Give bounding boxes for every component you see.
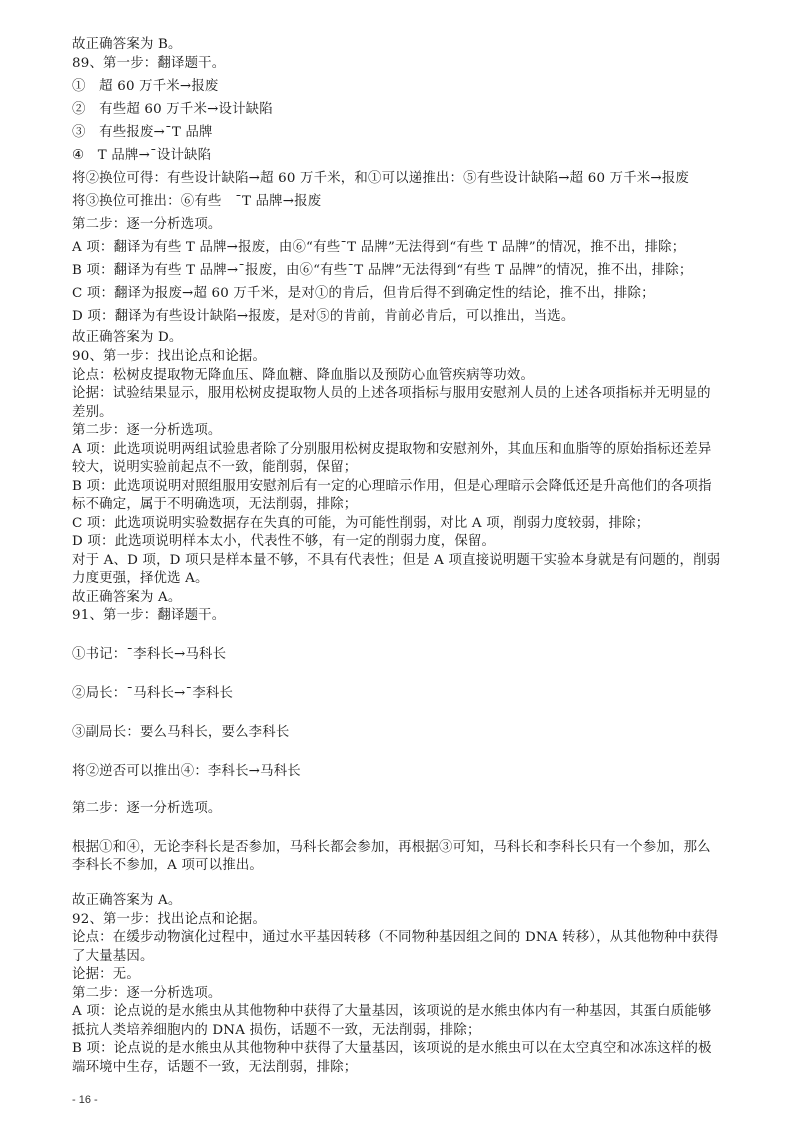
- text-line: 第二步：逐一分析选项。: [72, 423, 222, 438]
- text-line: A 项：论点说的是水熊虫从其他物种中获得了大量基因，该项说的是水熊虫体内有一种基因，其蛋白质能够: [72, 1004, 712, 1019]
- text-line: 将②换位可得：有些设计缺陷→超 60 万千米，和①可以递推出：⑤有些设计缺陷→超 60 万千米→报废: [72, 171, 689, 186]
- text-line: 了大量基因。: [72, 949, 154, 964]
- text-line: B 项：翻译为有些 T 品牌→ˉ报废，由⑥“有些ˉT 品牌”无法得到“有些 T 品牌”的情况，推不出，排除；: [72, 263, 693, 278]
- text-line: 根据①和④，无论李科长是否参加，马科长都会参加，再根据③可知，马科长和李科长只有一个参加，那么: [72, 840, 711, 855]
- text-line: 对于 A、D 项，D 项只是样本量不够，不具有代表性；但是 A 项直接说明题干实验本身就是有问题的，削弱: [72, 553, 721, 568]
- text-line: ④ T 品牌→ˉ设计缺陷: [72, 148, 212, 163]
- text-line: 李科长不参加，A 项可以推出。: [72, 858, 264, 873]
- text-line: 抵抗人类培养细胞内的 DNA 损伤，话题不一致，无法削弱，排除；: [72, 1023, 481, 1038]
- text-line: 故正确答案为 D。: [72, 330, 183, 345]
- text-line: 故正确答案为 A。: [72, 590, 182, 605]
- text-line: 论点：在缓步动物演化过程中，通过水平基因转移（不同物种基因组之间的 DNA 转移），从其他物种中获得: [72, 930, 719, 945]
- text-line: ② 有些超 60 万千米→设计缺陷: [72, 102, 273, 117]
- text-line: B 项：此选项说明对照组服用安慰剂后有一定的心理暗示作用，但是心理暗示会降低还是升高他们的各项指: [72, 479, 712, 494]
- text-line: ③ 有些报废→ˉT 品牌: [72, 125, 213, 140]
- text-line: 差别。: [72, 405, 113, 420]
- text-line: 端环境中生存，话题不一致，无法削弱，排除；: [72, 1060, 358, 1075]
- text-line: 91、第一步：翻译题干。: [72, 608, 226, 623]
- text-line: 故正确答案为 A。: [72, 893, 182, 908]
- text-line: 将②逆否可以推出④：李科长→马科长: [72, 764, 301, 779]
- text-line: 论据：无。: [72, 967, 140, 982]
- text-line: 90、第一步：找出论点和论据。: [72, 349, 267, 364]
- text-line: 第二步：逐一分析选项。: [72, 986, 222, 1001]
- text-line: C 项：翻译为报废→超 60 万千米，是对①的肯后，但肯后得不到确定性的结论，推不出，排除；: [72, 286, 655, 301]
- text-line: ①书记：ˉ李科长→马科长: [72, 647, 227, 662]
- text-line: C 项：此选项说明实验数据存在失真的可能，为可能性削弱，对比 A 项，削弱力度较弱，排除；: [72, 516, 650, 531]
- text-line: D 项：翻译为有些设计缺陷→报废，是对⑤的肯前，肯前必肯后，可以推出，当选。: [72, 309, 575, 324]
- page-number: - 16 -: [72, 1094, 98, 1106]
- text-line: 论据：试验结果显示，服用松树皮提取物人员的上述各项指标与服用安慰剂人员的上述各项指标并无明显的: [72, 386, 711, 401]
- text-line: ③副局长：要么马科长，要么李科长: [72, 725, 290, 740]
- text-line: 力度更强，择优选 A。: [72, 571, 209, 586]
- text-line: A 项：翻译为有些 T 品牌→报废，由⑥“有些ˉT 品牌”无法得到“有些 T 品牌”的情况，推不出，排除；: [72, 240, 686, 255]
- text-line: 故正确答案为 B。: [72, 37, 182, 52]
- text-line: ②局长：ˉ马科长→ˉ李科长: [72, 686, 234, 701]
- text-line: D 项：此选项说明样本太小，代表性不够，有一定的削弱力度，保留。: [72, 534, 496, 549]
- text-line: 将③换位可推出：⑥有些 ˉT 品牌→报废: [72, 194, 322, 209]
- text-line: 较大，说明实验前起点不一致，能削弱，保留；: [72, 460, 358, 475]
- text-line: 92、第一步：找出论点和论据。: [72, 912, 267, 927]
- text-line: A 项：此选项说明两组试验患者除了分别服用松树皮提取物和安慰剂外，其血压和血脂等的原始指标还差异: [72, 442, 712, 457]
- text-line: 标不确定，属于不明确选项，无法削弱，排除；: [72, 497, 358, 512]
- text-line: 89、第一步：翻译题干。: [72, 56, 226, 71]
- text-line: 第二步：逐一分析选项。: [72, 801, 222, 816]
- text-line: ① 超 60 万千米→报废: [72, 79, 219, 94]
- text-line: 论点：松树皮提取物无降血压、降血糖、降血脂以及预防心血管疾病等功效。: [72, 368, 535, 383]
- text-line: B 项：论点说的是水熊虫从其他物种中获得了大量基因，该项说的是水熊虫可以在太空真空和冰冻这样的极: [72, 1041, 712, 1056]
- text-line: 第二步：逐一分析选项。: [72, 217, 222, 232]
